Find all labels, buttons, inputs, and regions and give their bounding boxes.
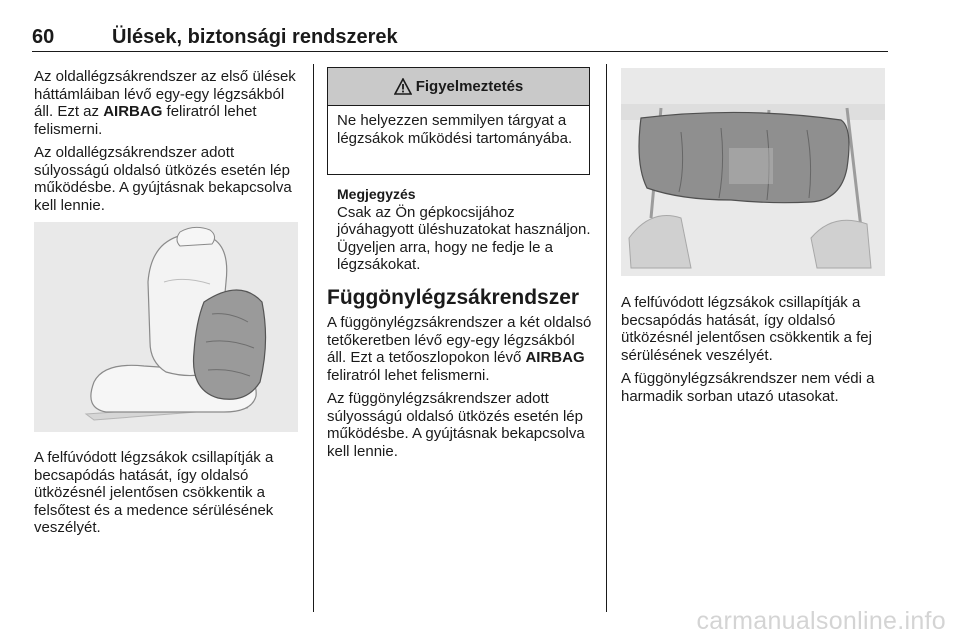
warning-header	[328, 68, 589, 106]
warning-text: Ne helyezzen semmilyen tárgyat a légzsákok működési tartományába.	[337, 112, 573, 147]
note-text: Csak az Ön gépkocsijához jóváhagyott üléshuzatokat használjon. Ügyeljen arra, hogy ne fedje le a légzsákokat.	[337, 203, 591, 273]
curtain-airbag-paragraph-1: A függönylégzsákrendszer a két oldalsó tetőkeretben lévő egy-egy légzsákból áll. Ezt a tetőoszlopokon lévő AIRBAG feliratról lehet felismerni.	[327, 314, 592, 384]
warning-title: Figyelmeztetés	[415, 78, 524, 95]
side-airbag-paragraph-2: Az oldallégzsákrendszer adott súlyosságú oldalsó ütközés esetén lép működésbe. A gyújtásnak bekapcsolva kell lennie.	[34, 144, 292, 214]
third-row-paragraph: A függönylégzsákrendszer nem védi a harmadik sorban utazó utasokat.	[621, 370, 875, 405]
curtain-airbag-illustration	[621, 68, 885, 276]
page-number: 60	[32, 26, 55, 48]
column-divider-2	[606, 64, 607, 612]
watermark: carmanualsonline.info	[696, 607, 946, 635]
side-airbag-paragraph-1: Az oldallégzsákrendszer az első ülések háttámláiban lévő egy-egy légzsákból áll. Ezt az AIRBAG feliratról lehet felismerni.	[34, 68, 296, 138]
section-title: Függönylégzsákrendszer	[327, 286, 580, 309]
column-divider-1	[313, 64, 314, 612]
seat-airbag-icon	[34, 222, 298, 432]
warning-box	[327, 67, 590, 175]
side-airbag-caption: A felfúvódott légzsákok csillapítják a becsapódás hatását, így oldalsó ütközésnél jelentősen csökkentik a felsőtest és a medence sérülésének veszélyét.	[34, 449, 274, 536]
column-1-caption	[34, 449, 302, 543]
column-3-text	[621, 294, 897, 411]
curtain-airbag-paragraph-2: Az függönylégzsákrendszer adott súlyosságú oldalsó ütközés esetén lép működésbe. A gyújtásnak bekapcsolva kell lennie.	[327, 390, 585, 460]
page-title: Ülések, biztonsági rendszerek	[112, 26, 398, 48]
warning-triangle-icon	[394, 78, 412, 95]
curtain-airbag-icon	[621, 68, 885, 276]
note-title: Megjegyzés	[337, 186, 416, 202]
page-header	[32, 26, 888, 50]
note-block	[337, 186, 591, 280]
column-2-section	[327, 286, 595, 466]
airbag-label: AIRBAG	[103, 103, 163, 120]
curtain-airbag-caption: A felfúvódott légzsákok csillapítják a becsapódás hatását, így oldalsó ütközésnél jelentősen csökkentik a fej sérülésének veszélyét.	[621, 294, 872, 364]
column-1-text	[34, 68, 302, 220]
header-rule	[32, 51, 888, 52]
seat-airbag-illustration	[34, 222, 298, 432]
airbag-label: AIRBAG	[525, 349, 585, 366]
